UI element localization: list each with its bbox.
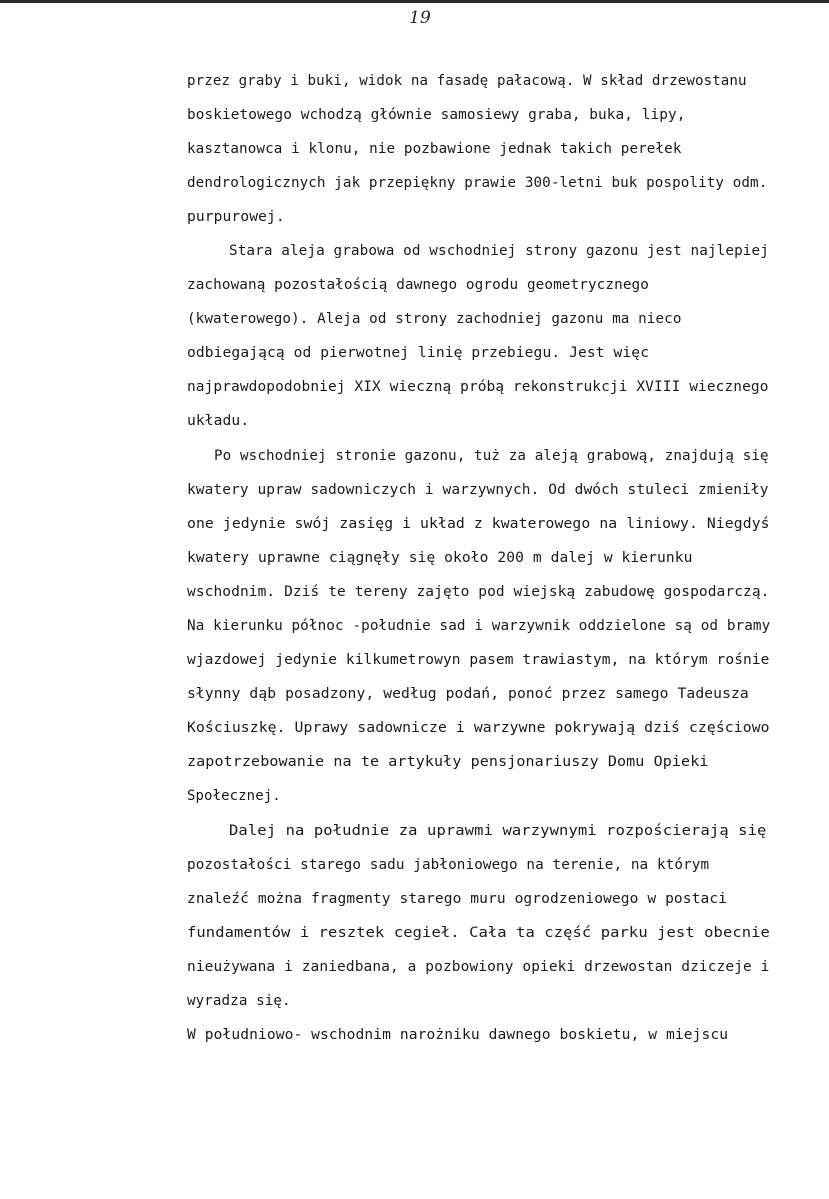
text-line: wschodnim. Dziś te tereny zajęto pod wiejską zabudowę gospodarczą.: [187, 583, 770, 600]
text-line: (kwaterowego). Aleja od strony zachodniej gazonu ma nieco: [187, 310, 682, 327]
scan-top-edge: [0, 0, 829, 3]
text-line: one jedynie swój zasięg i układ z kwaterowego na liniowy. Niegdyś: [187, 515, 770, 532]
text-line: W południowo- wschodnim narożniku dawnego boskietu, w miejscu: [187, 1026, 729, 1043]
text-line: Kościuszkę. Uprawy sadownicze i warzywne pokrywają dziś częściowo: [187, 719, 770, 736]
page-number: 19: [409, 8, 431, 28]
text-line: przez graby i buki, widok na fasadę pałacową. W skład drzewostanu: [187, 72, 747, 89]
text-line: nieużywana i zaniedbana, a pozbowiony opieki drzewostan dziczeje i: [187, 958, 770, 975]
text-line: wyradza się.: [187, 992, 291, 1009]
text-line: układu.: [187, 412, 250, 429]
text-line: Społecznej.: [187, 787, 281, 804]
text-line: najprawdopodobniej XIX wieczną próbą rekonstrukcji XVIII wiecznego: [187, 378, 769, 395]
text-line: boskietowego wchodzą głównie samosiewy graba, buka, lipy,: [187, 106, 686, 123]
text-line: fundamentów i resztek cegieł. Cała ta część parku jest obecnie: [187, 924, 770, 941]
text-line: zapotrzebowanie na te artykuły pensjonariuszy Domu Opieki: [187, 753, 709, 770]
text-line: odbiegającą od pierwotnej linię przebiegu. Jest więc: [187, 344, 650, 361]
text-line: Po wschodniej stronie gazonu, tuż za aleją grabową, znajdują się: [214, 447, 769, 464]
text-line: Stara aleja grabowa od wschodniej strony gazonu jest najlepiej: [229, 242, 769, 259]
text-line: Na kierunku północ -południe sad i warzywnik oddzielone są od bramy: [187, 617, 771, 634]
text-line: Dalej na południe za uprawmi warzywnymi rozpościerają się: [229, 822, 767, 839]
text-line: wjazdowej jedynie kilkumetrowyn pasem trawiastym, na którym rośnie: [187, 651, 770, 668]
text-line: znaleźć można fragmenty starego muru ogrodzeniowego w postaci: [187, 890, 728, 907]
text-line: purpurowej.: [187, 208, 285, 225]
text-line: dendrologicznych jak przepiękny prawie 300-letni buk pospolity odm.: [187, 174, 768, 191]
text-line: kwatery uprawne ciągnęły się około 200 m dalej w kierunku: [187, 549, 693, 566]
text-line: zachowaną pozostałością dawnego ogrodu geometrycznego: [187, 276, 649, 293]
text-line: pozostałości starego sadu jabłoniowego na terenie, na którym: [187, 856, 710, 873]
text-line: kasztanowca i klonu, nie pozbawione jednak takich perełek: [187, 140, 682, 157]
text-line: słynny dąb posadzony, według podań, ponoć przez samego Tadeusza: [187, 685, 749, 702]
text-line: kwatery upraw sadowniczych i warzywnych. Od dwóch stuleci zmieniły: [187, 481, 769, 498]
